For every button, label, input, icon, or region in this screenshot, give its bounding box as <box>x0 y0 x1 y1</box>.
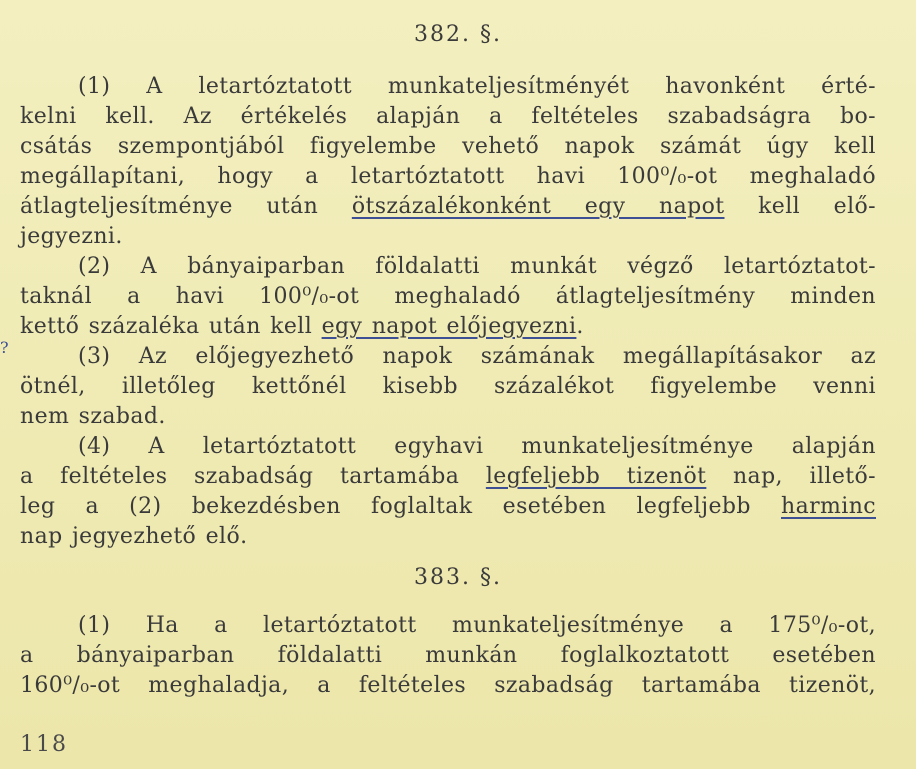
s382-line-7: (2) A bányaiparban földalatti munkát végző letartóztatot- <box>78 254 876 279</box>
section-383-heading: 383. §. <box>414 565 502 590</box>
s382-line-15 <box>20 492 876 522</box>
handwritten-underline: harminc <box>781 494 876 519</box>
s382-line-8: taknál a havi 100⁰/₀-ot meghaladó átlagteljesítmény minden <box>20 284 876 309</box>
s383-line-1: (1) Ha a letartóztatott munkateljesítménye a 175⁰/₀-ot, <box>78 613 876 638</box>
handwritten-underline: legfeljebb tizenöt <box>485 464 707 489</box>
margin-pen-mark: ? <box>0 338 9 357</box>
s382-line-6: jegyezni. <box>20 224 123 249</box>
section-382-heading: 382. §. <box>414 22 502 47</box>
handwritten-underline: egy napot előjegyezni <box>321 314 577 339</box>
text-fragment: a feltételes szabadság tartamába <box>20 464 486 489</box>
page-number: 118 <box>20 732 68 757</box>
s382-line-11: ötnél, illetőleg kettőnél kisebb százalékot figyelembe venni <box>20 374 876 399</box>
s382-line-10: (3) Az előjegyezhető napok számának megállapításakor az <box>78 344 876 369</box>
s382-line-1: (1) A letartóztatott munkateljesítményét havonként érté- <box>78 74 876 99</box>
handwritten-underline: ötszázalékonként egy napot <box>351 194 725 219</box>
s382-line-14 <box>20 462 876 492</box>
s382-line-12: nem szabad. <box>20 404 166 429</box>
s382-line-2: kelni kell. Az értékelés alapján a feltételes szabadságra bo- <box>20 104 876 129</box>
s383-line-2: a bányaiparban földalatti munkán foglalkoztatott esetében <box>20 643 876 668</box>
s382-line-3: csátás szempontjából figyelembe vehető napok számát úgy kell <box>20 134 876 159</box>
text-fragment: . <box>576 314 584 339</box>
s383-line-3: 160⁰/₀-ot meghaladja, a feltételes szabadság tartamába tizenöt, <box>20 673 876 698</box>
s382-line-4: megállapítani, hogy a letartóztatott havi 100⁰/₀-ot meghaladó <box>20 164 876 189</box>
text-fragment: leg a (2) bekezdésben foglaltak esetében legfeljebb <box>20 494 781 519</box>
text-fragment: kettő százaléka után kell <box>20 314 322 339</box>
s382-line-16: nap jegyezhető elő. <box>20 524 248 549</box>
s382-line-9 <box>20 312 876 342</box>
text-fragment: kell elő- <box>724 194 876 219</box>
s382-line-13: (4) A letartóztatott egyhavi munkateljesítménye alapján <box>78 434 876 459</box>
text-fragment: átlagteljesítménye után <box>20 194 352 219</box>
s382-line-5 <box>20 192 876 222</box>
text-fragment: nap, illető- <box>706 464 877 489</box>
